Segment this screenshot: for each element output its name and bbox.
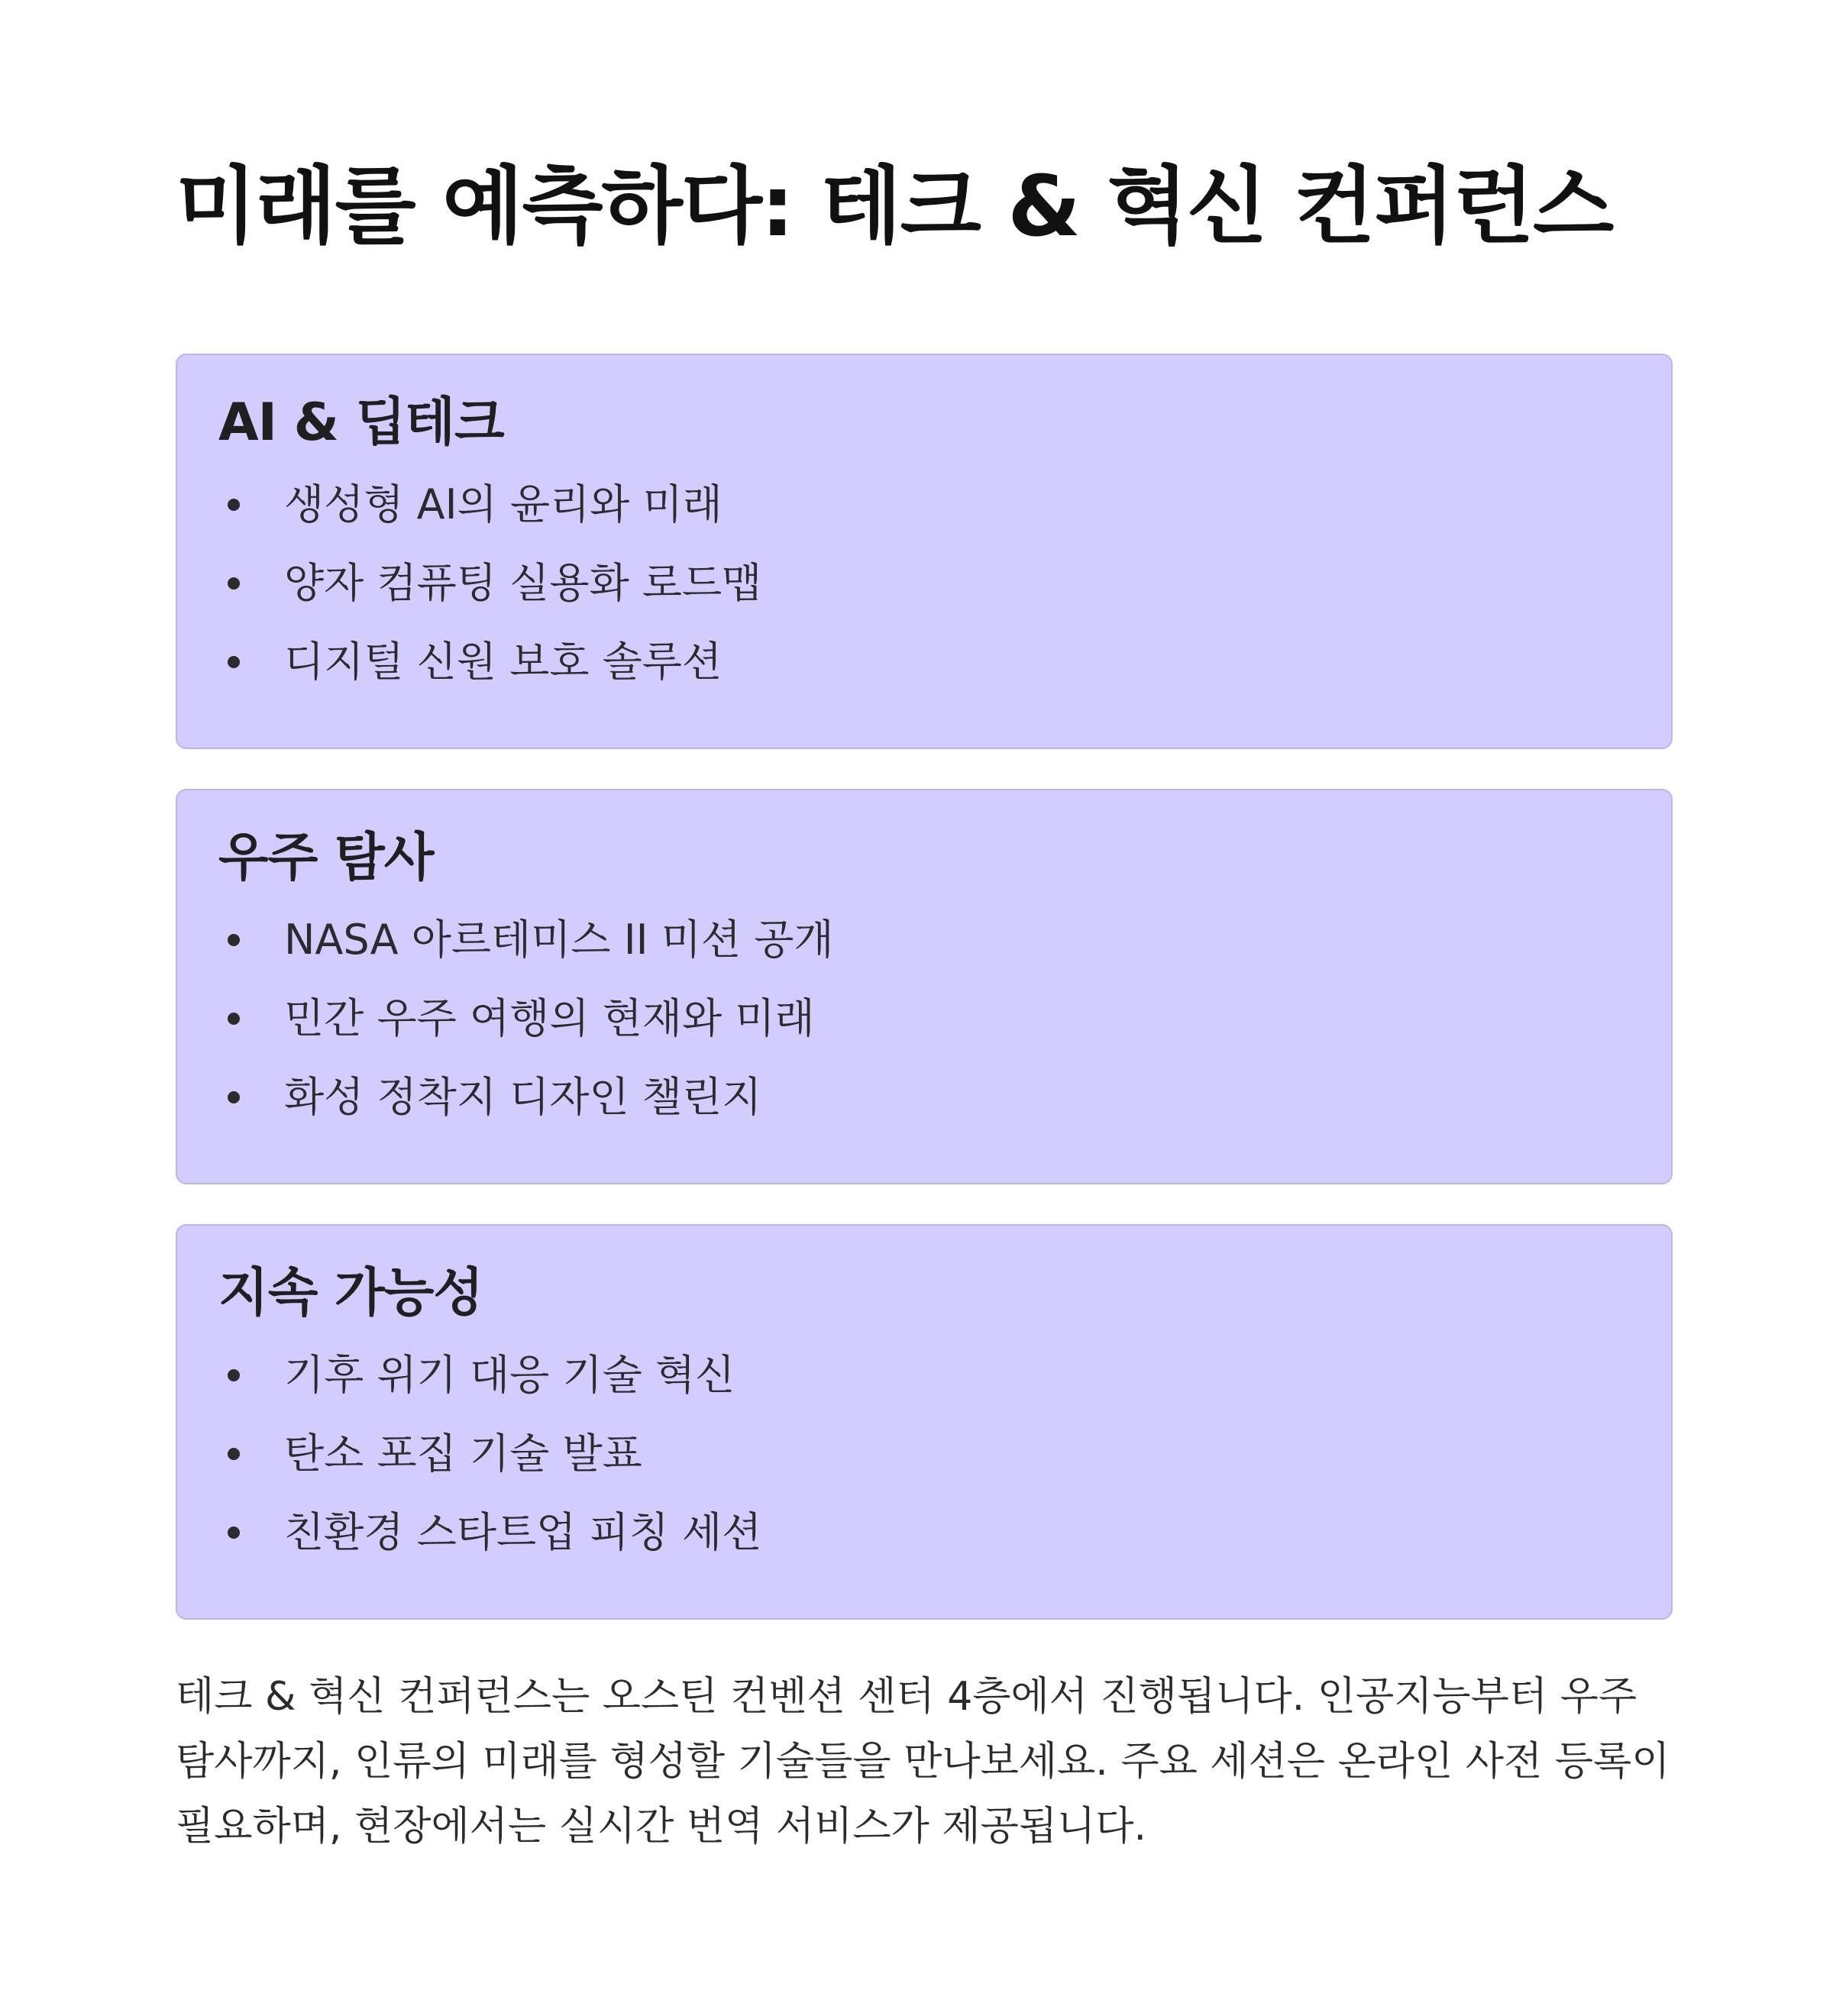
page-title: 미래를 예측하다: 테크 & 혁신 컨퍼런스 xyxy=(176,157,1613,255)
section-list xyxy=(218,1336,1630,1572)
list-item-text: 기후 위기 대응 기술 혁신 xyxy=(284,1350,735,1399)
bullet-icon xyxy=(228,1013,240,1025)
list-item-text: 탄소 포집 기술 발표 xyxy=(284,1429,642,1478)
list-item xyxy=(218,544,1630,622)
list-item xyxy=(218,1058,1630,1136)
list-item-text: 양자 컴퓨팅 실용화 로드맵 xyxy=(284,558,762,607)
list-item-text: 디지털 신원 보호 솔루션 xyxy=(284,637,723,686)
list-item-text: 민간 우주 여행의 현재와 미래 xyxy=(284,993,815,1042)
list-item xyxy=(218,1414,1630,1493)
section-heading: AI & 딥테크 xyxy=(218,393,504,453)
section-list xyxy=(218,900,1630,1136)
section-heading: 지속 가능성 xyxy=(218,1263,483,1323)
section-list xyxy=(218,465,1630,701)
bullet-icon xyxy=(228,656,240,668)
list-item xyxy=(218,622,1630,701)
list-item xyxy=(218,979,1630,1058)
bullet-icon xyxy=(228,1448,240,1460)
list-item-text: 친환경 스타트업 피칭 세션 xyxy=(284,1507,762,1556)
list-item xyxy=(218,900,1630,979)
list-item-text: NASA 아르테미스 II 미션 공개 xyxy=(284,915,834,964)
section-card-space-exploration xyxy=(176,789,1673,1184)
bullet-icon xyxy=(228,499,240,511)
bullet-icon xyxy=(228,1527,240,1539)
footer-description: 테크 & 혁신 컨퍼런스는 오스틴 컨벤션 센터 4층에서 진행됩니다. 인공지능부터 우주 탐사까지, 인류의 미래를 형성할 기술들을 만나보세요. 주요 세션은 온라인 사전 등록이 필요하며, 현장에서는 실시간 번역 서비스가 제공됩니다. xyxy=(176,1674,1670,1850)
bullet-icon xyxy=(228,577,240,590)
bullet-icon xyxy=(228,1369,240,1381)
bullet-icon xyxy=(228,1091,240,1103)
list-item-text: 화성 정착지 디자인 챌린지 xyxy=(284,1072,762,1121)
section-card-ai-deeptech xyxy=(176,354,1673,749)
section-card-sustainability xyxy=(176,1224,1673,1620)
list-item xyxy=(218,465,1630,544)
list-item-text: 생성형 AI의 윤리와 미래 xyxy=(284,480,723,528)
list-item xyxy=(218,1493,1630,1572)
bullet-icon xyxy=(228,934,240,946)
list-item xyxy=(218,1336,1630,1414)
section-heading: 우주 탐사 xyxy=(218,828,434,888)
